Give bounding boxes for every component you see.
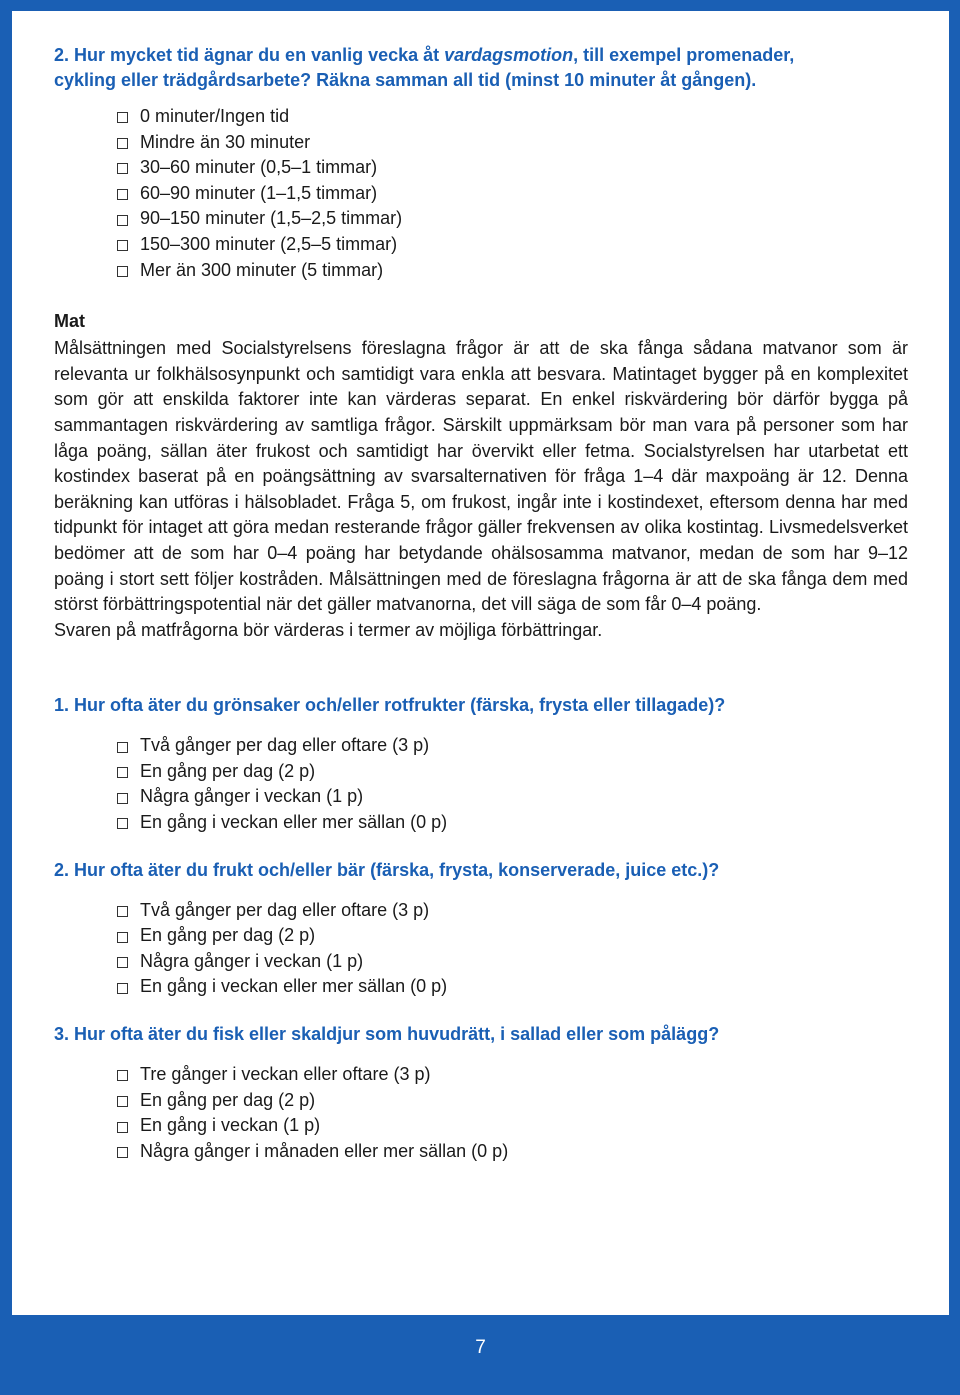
option-label: Tre gånger i veckan eller oftare (3 p): [140, 1064, 431, 1085]
option-label: En gång per dag (2 p): [140, 760, 316, 781]
mat-section-title: Mat: [54, 311, 85, 332]
checkbox[interactable]: [117, 1070, 128, 1081]
checkbox[interactable]: [117, 818, 128, 829]
checkbox[interactable]: [117, 112, 128, 123]
option-item[interactable]: [117, 258, 908, 284]
option-item[interactable]: [117, 181, 908, 207]
intro-question-options: [117, 104, 908, 283]
checkbox[interactable]: [117, 138, 128, 149]
checkbox[interactable]: [117, 932, 128, 943]
checkbox[interactable]: [117, 1147, 128, 1158]
checkbox[interactable]: [117, 1122, 128, 1133]
option-label: 0 minuter/Ingen tid: [140, 106, 290, 126]
checkbox[interactable]: [117, 906, 128, 917]
option-label: En gång i veckan eller mer sällan (0 p): [140, 812, 448, 833]
question-3-heading: 3. Hur ofta äter du fisk eller skaldjur som huvudrätt, i sallad eller som pålägg?: [54, 1024, 720, 1045]
option-label: 150–300 minuter (2,5–5 timmar): [140, 233, 398, 254]
option-item[interactable]: [117, 759, 908, 785]
option-item[interactable]: [117, 923, 908, 949]
option-label: Mer än 300 minuter (5 timmar): [140, 259, 384, 280]
option-item[interactable]: [117, 784, 908, 810]
checkbox[interactable]: [117, 793, 128, 804]
option-label: En gång i veckan (1 p): [140, 1115, 321, 1136]
option-label: Två gånger per dag eller oftare (3 p): [140, 899, 430, 920]
checkbox[interactable]: [117, 767, 128, 778]
intro-question-line1-pre: 2. Hur mycket tid ägnar du en vanlig vecka åt: [54, 45, 445, 65]
intro-question-heading: [54, 43, 908, 93]
option-label: Några gånger i veckan (1 p): [140, 786, 364, 807]
checkbox[interactable]: [117, 266, 128, 277]
checkbox[interactable]: [117, 983, 128, 994]
option-item[interactable]: [117, 232, 908, 258]
option-label: 90–150 minuter (1,5–2,5 timmar): [140, 208, 403, 229]
option-item[interactable]: [117, 1139, 908, 1165]
option-item[interactable]: [117, 104, 908, 130]
option-label: En gång per dag (2 p): [140, 925, 316, 946]
option-item[interactable]: [117, 130, 908, 156]
option-label: 30–60 minuter (0,5–1 timmar): [140, 157, 378, 178]
option-item[interactable]: [117, 206, 908, 232]
checkbox[interactable]: [117, 742, 128, 753]
intro-question-italic: vardagsmotion: [444, 45, 574, 65]
option-label: En gång per dag (2 p): [140, 1089, 316, 1110]
question-3-options: [117, 1062, 908, 1164]
option-label: Några gånger i veckan (1 p): [140, 950, 364, 971]
option-item[interactable]: [117, 1113, 908, 1139]
question-2-options: [117, 898, 908, 1000]
option-label: En gång i veckan eller mer sällan (0 p): [140, 976, 448, 997]
option-item[interactable]: [117, 155, 908, 181]
intro-question-line1-post: , till exempel promenader,: [573, 45, 795, 65]
question-1-heading: 1. Hur ofta äter du grönsaker och/eller rotfrukter (färska, frysta eller tillagade)?: [54, 695, 726, 716]
option-item[interactable]: [117, 733, 908, 759]
option-label: 60–90 minuter (1–1,5 timmar): [140, 182, 378, 203]
question-1-options: [117, 733, 908, 835]
option-label: Mindre än 30 minuter: [140, 131, 311, 152]
mat-paragraph: Målsättningen med Socialstyrelsens föreslagna frågor är att de ska fånga sådana matvanor som är relevanta ur folkhälsosynpunkt och samtidigt vara enkla att besvara. Matintaget bygger på en komplexitet som gör att enskilda faktorer inte kan värderas separat. En enkel riskvärdering bör därför bygga på sammantagen riskvärdering av samtliga frågor. Särskilt uppmärksam bör man vara på personer som har låga poäng, sällan äter frukost och samtidigt har övervikt eller fetma. Socialstyrelsen har utarbetat ett kostindex baserat på en poängsättning av svarsalternativen för fråga 1–4 där maxpoäng är 12. Denna beräkning kan utföras i hälsobladet. Fråga 5, om frukost, ingår inte i kostindexet, eftersom denna har med tidpunkt för intaget att göra medan resterande frågor gäller frekvensen av olika kostintag. Livsmedelsverket bedömer att de som har 0–4 poäng har betydande ohälsosamma matvanor, medan de som har 9–12 poäng i stort sett följer kostråden. Målsättningen med de föreslagna frågorna är att de ska fånga dem med störst förbättringspotential när det gäller matvanorna, det vill säga de som får 0–4 poäng.: [54, 338, 908, 615]
checkbox[interactable]: [117, 957, 128, 968]
option-item[interactable]: [117, 1088, 908, 1114]
checkbox[interactable]: [117, 189, 128, 200]
option-label: Några gånger i månaden eller mer sällan (0 p): [140, 1140, 509, 1161]
checkbox[interactable]: [117, 163, 128, 174]
checkbox[interactable]: [117, 240, 128, 251]
footer-band: [11, 1315, 950, 1385]
checkbox[interactable]: [117, 1096, 128, 1107]
checkbox[interactable]: [117, 215, 128, 226]
page-number: 7: [475, 1337, 486, 1358]
page-content: [54, 43, 908, 1164]
mat-closing: Svaren på matfrågorna bör värderas i termer av möjliga förbättringar.: [54, 619, 603, 640]
option-item[interactable]: [117, 974, 908, 1000]
option-item[interactable]: [117, 949, 908, 975]
option-item[interactable]: [117, 1062, 908, 1088]
option-label: Två gånger per dag eller oftare (3 p): [140, 735, 430, 756]
question-2-heading: 2. Hur ofta äter du frukt och/eller bär (färska, frysta, konserverade, juice etc.)?: [54, 859, 720, 880]
intro-question-line2: cykling eller trädgårdsarbete? Räkna samman all tid (minst 10 minuter åt gången).: [54, 70, 757, 90]
option-item[interactable]: [117, 810, 908, 836]
option-item[interactable]: [117, 898, 908, 924]
